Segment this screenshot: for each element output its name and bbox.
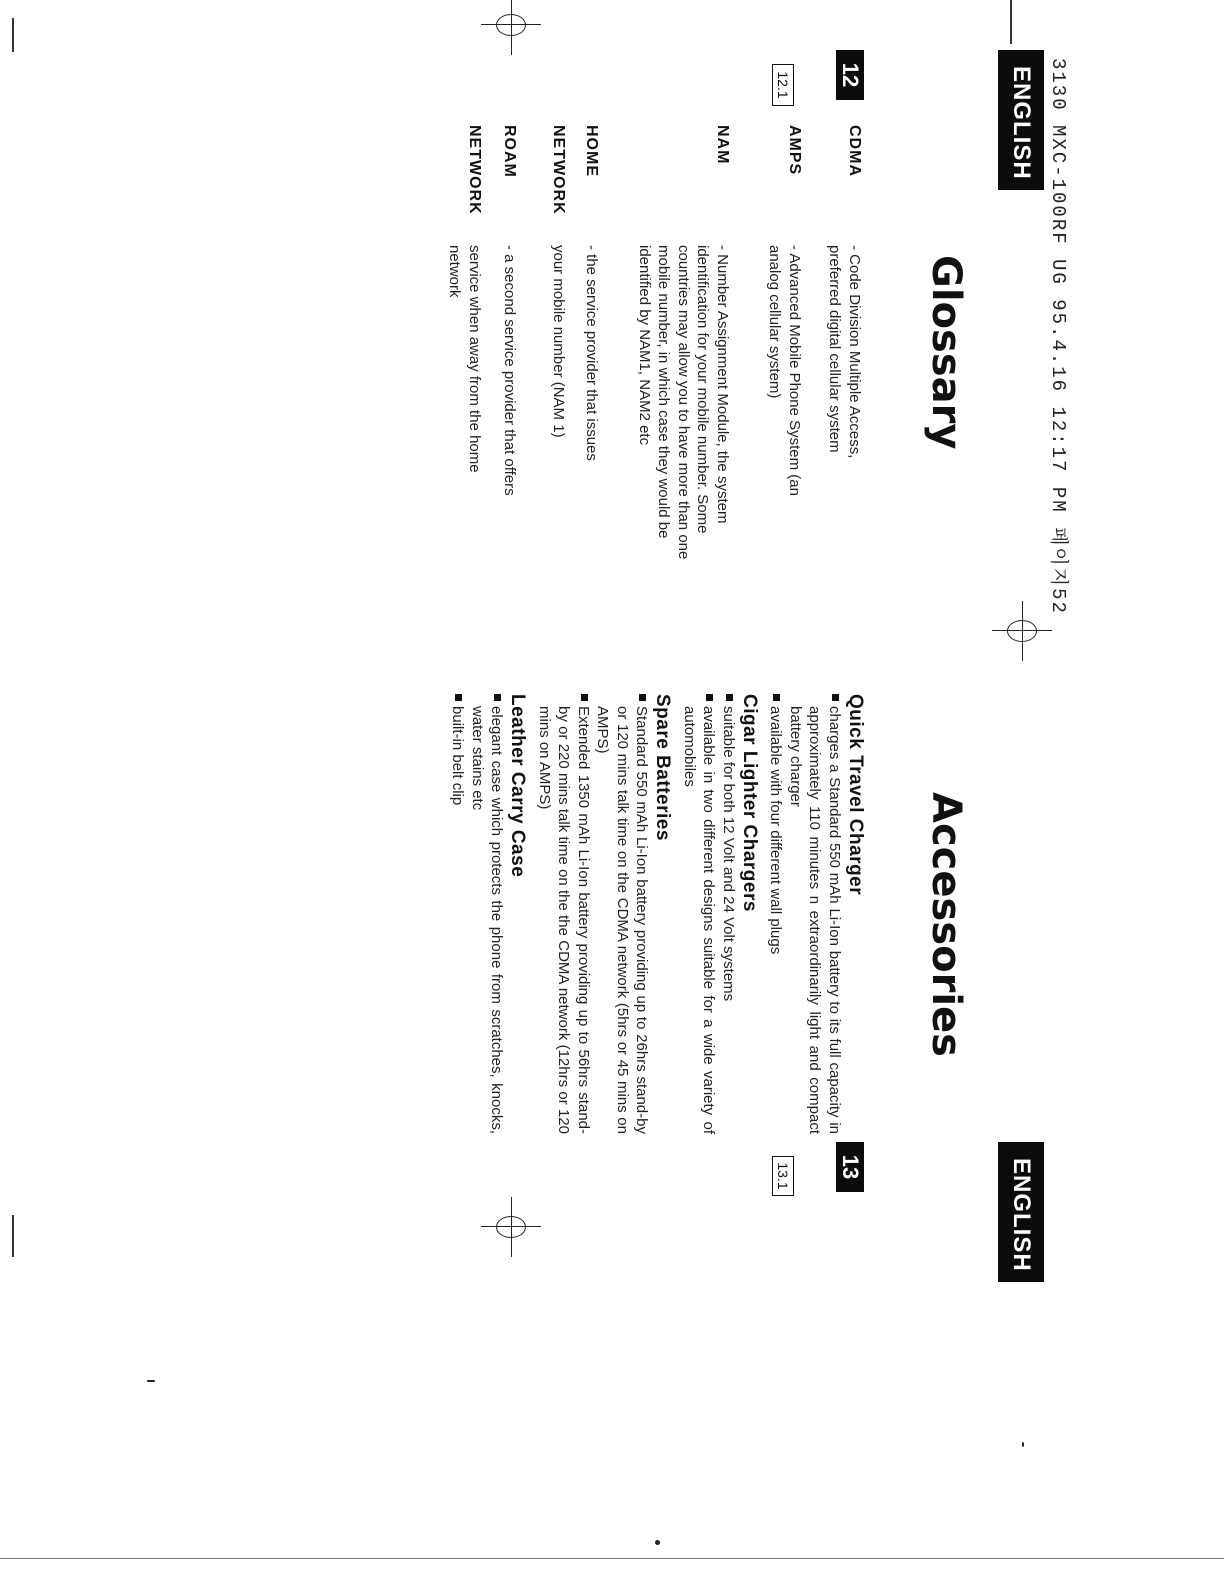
- accessory-item-text: charges a Standard 550 mAh Li-Ion battery to its full capacity in approximately 110 minutes n extraordinarily light and compact battery charger: [787, 706, 843, 1134]
- language-tab-label: ENGLISH: [1008, 66, 1035, 180]
- page-title-glossary: Glossary: [923, 255, 969, 450]
- accessory-item: [719, 694, 739, 1134]
- registration-mark: [481, 1197, 541, 1257]
- accessory-section: [448, 694, 529, 1134]
- bullet-icon: [707, 694, 714, 701]
- glossary-definition: - a second service provider that offers: [501, 245, 518, 496]
- registration-mark: [992, 601, 1052, 661]
- bullet-icon: [456, 694, 463, 701]
- glossary-term: AMPS: [786, 125, 803, 176]
- glossary-term: ROAM: [501, 125, 518, 178]
- section-number-text: 12.1: [775, 71, 791, 99]
- accessory-item-text: Standard 550 mAh Li-Ion battery providing up to 26hrs stand-by or 120 mins talk time on the CDMA network (5hrs or 45 mins on AMPS): [594, 706, 651, 1134]
- accessory-item: [593, 694, 652, 1134]
- glossary-term: HOME: [583, 125, 600, 177]
- accessory-item-text: built-in belt clip: [449, 706, 467, 806]
- chapter-number-right: [836, 1142, 864, 1192]
- accessory-item-text: suitable for both 12 Volt and 24 Volt systems: [720, 706, 737, 1002]
- registration-mark: [481, 0, 541, 55]
- registration-line: [511, 0, 512, 55]
- page-title-accessories: Accessories: [923, 792, 969, 1057]
- accessory-item: [468, 694, 507, 1134]
- accessories-list: [448, 694, 866, 1134]
- accessory-item: [680, 694, 719, 1134]
- accessory-item: [535, 694, 594, 1134]
- language-tab-right: [998, 1142, 1044, 1282]
- accessory-heading: Quick Travel Charger: [845, 694, 866, 896]
- glossary-definition: - Number Assignment Module, the system identification for your mobile number. Some countries may allow you to have more than one mobile number, in which case they would be identified by NAM1, NAM2 etc: [636, 245, 731, 560]
- registration-line: [481, 24, 541, 25]
- chapter-number-text: 13: [838, 1154, 863, 1180]
- chapter-number-text: 12: [838, 62, 863, 88]
- accessory-item: [786, 694, 845, 1134]
- accessory-item-text: elegant case which protects the phone from scratches, knocks, water stains etc: [469, 706, 506, 1134]
- registration-line: [992, 630, 1052, 631]
- accessory-item-text: available in two different designs suitable for a wide variety of automobiles: [681, 706, 718, 1134]
- accessory-item-text: available with four different wall plugs: [767, 706, 785, 955]
- accessory-heading: Spare Batteries: [652, 694, 674, 841]
- bullet-icon: [640, 694, 647, 701]
- section-number-text: 13.1: [775, 1162, 791, 1190]
- accessory-heading: Leather Carry Case: [507, 694, 529, 878]
- bullet-icon: [495, 694, 502, 701]
- language-tab-label: ENGLISH: [1008, 1158, 1035, 1272]
- glossary-definition: - Advanced Mobile Phone System (an analog cellular system): [766, 245, 803, 496]
- accessory-section: [680, 694, 761, 1134]
- bullet-icon: [832, 694, 839, 701]
- bullet-icon: [581, 694, 588, 701]
- bullet-icon: [726, 694, 733, 701]
- bullet-icon: [774, 694, 781, 701]
- accessory-item: [448, 694, 468, 1134]
- registration-line: [481, 1226, 541, 1227]
- section-number-left: [772, 64, 794, 106]
- chapter-number-left: [836, 50, 864, 100]
- glossary-definition: your mobile number (NAM 1): [550, 245, 567, 438]
- language-tab-left: [998, 50, 1044, 190]
- accessory-section: [535, 694, 674, 1134]
- glossary-definition: service when away from the home network: [446, 245, 483, 473]
- glossary-term: CDMA: [846, 125, 863, 177]
- accessory-heading: Cigar Lighter Chargers: [739, 694, 760, 912]
- glossary-definition: - the service provider that issues: [583, 245, 600, 461]
- glossary-term: NETWORK: [466, 125, 483, 215]
- print-header: 3130 MXC-100RF UG 95.4.16 12:17 PM 페이지52: [1047, 58, 1069, 615]
- accessory-item: [766, 694, 786, 1134]
- glossary-term: NETWORK: [550, 125, 567, 215]
- glossary-definition: - Code Division Multiple Access, preferred digital cellular system: [826, 245, 863, 459]
- section-number-right: [772, 1156, 794, 1196]
- accessory-item-text: Extended 1350 mAh Li-Ion battery providing up to 56hrs stand-by or 220 mins talk time on the the CDMA network (12hrs or 120 mins on AMPS): [536, 706, 592, 1134]
- glossary-term: NAM: [714, 125, 731, 165]
- accessory-section: [766, 694, 866, 1134]
